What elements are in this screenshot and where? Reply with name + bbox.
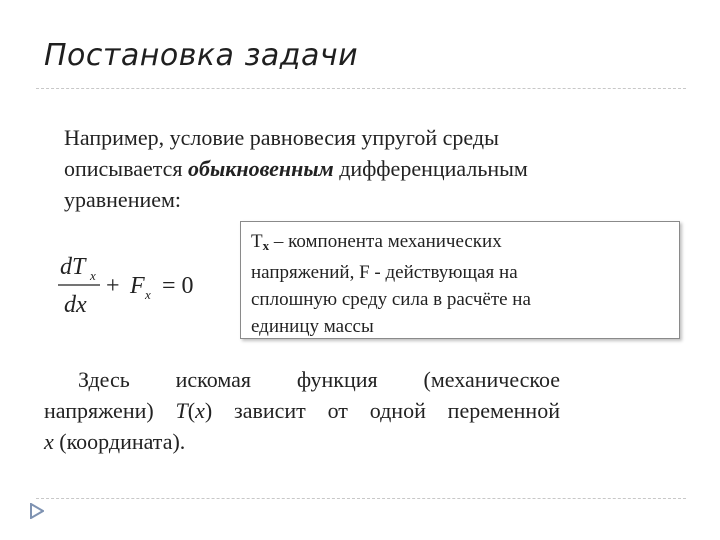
formula-plus: + <box>106 273 120 299</box>
note-t-letter: T <box>251 231 263 252</box>
explanation-line-3-end: (координата). <box>53 429 186 454</box>
formula-denominator: dx <box>64 292 87 318</box>
explanation-line-2-end: ) зависит от одной переменной <box>204 398 560 423</box>
note-line-1-rest: – компонента механических <box>269 231 502 252</box>
formula-term: F <box>130 273 145 299</box>
intro-paragraph <box>64 122 624 215</box>
explanation-line-3 <box>44 426 560 457</box>
variable-x: x <box>44 429 54 454</box>
equilibrium-formula <box>58 250 218 320</box>
intro-line-2 <box>64 153 624 184</box>
note-line-2: напряжений, F - действующая на <box>251 262 518 283</box>
variable-x-inline: x <box>195 398 205 423</box>
formula-numerator-sub: x <box>90 268 96 283</box>
formula-numerator: dT <box>60 254 86 280</box>
paren-open: ( <box>187 398 196 423</box>
bottom-divider <box>36 498 686 499</box>
explanation-line-2 <box>44 395 560 426</box>
formula-equals: = 0 <box>162 273 194 299</box>
explanation-line-1: Здесь искомая функция (механическое <box>78 367 560 392</box>
formula-term-sub: x <box>145 287 151 302</box>
emphasis-ordinary: обыкновенным <box>188 156 334 181</box>
explanation-line-2-start: напряжени) <box>44 398 176 423</box>
note-line-4: единицу массы <box>251 316 374 337</box>
intro-line-1: Например, условие равновесия упругой среды <box>64 125 499 150</box>
intro-line-2-start: описывается <box>64 156 188 181</box>
slide-title: Постановка задачи <box>44 38 359 73</box>
intro-line-3: уравнением: <box>64 187 182 212</box>
variable-T: T <box>175 398 188 423</box>
play-triangle-icon[interactable] <box>30 503 44 519</box>
intro-line-2-end: дифференциальным <box>333 156 528 181</box>
note-box <box>240 221 680 339</box>
top-divider <box>36 88 686 89</box>
explanation-paragraph <box>44 364 560 457</box>
note-line-1 <box>251 228 669 259</box>
note-t-sub: x <box>262 238 270 253</box>
note-line-3: сплошную среду сила в расчёте на <box>251 289 531 310</box>
